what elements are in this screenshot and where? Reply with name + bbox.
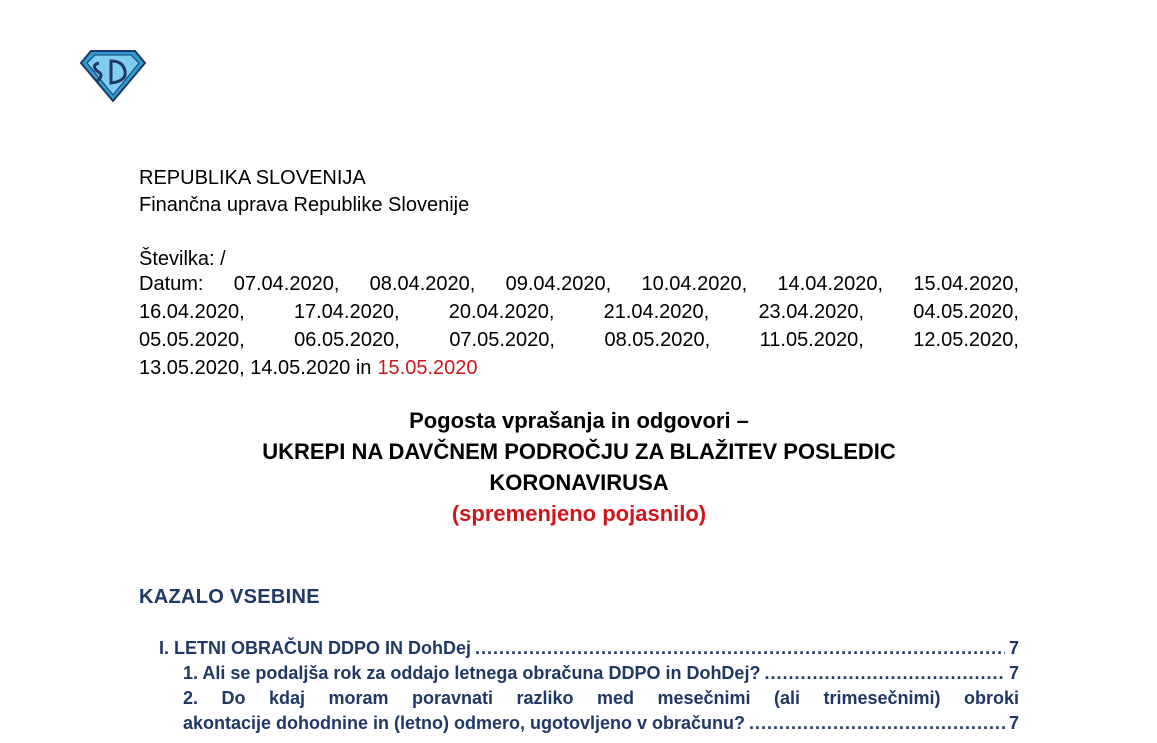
logo-icon (77, 45, 149, 105)
latest-date: 15.05.2020 (377, 357, 478, 379)
date: 04.05.2020, (913, 301, 1019, 323)
date: 05.05.2020, (139, 329, 245, 351)
datum-line-4 (139, 354, 1019, 382)
toc-item-label: 1. Ali se podaljša rok za oddajo letnega obračuna DDPO in DohDej? (183, 663, 761, 683)
toc-item-section-1[interactable] (139, 636, 1019, 661)
document-title (139, 405, 1019, 529)
word: razliko (516, 688, 574, 708)
date: 17.04.2020, (293, 301, 400, 323)
date: 20.04.2020, (448, 301, 555, 323)
title-line-1: Pogosta vprašanja in odgovori – (409, 408, 749, 433)
toc-item-label: I. LETNI OBRAČUN DDPO IN DohDej (159, 638, 472, 658)
header-line-fu: Finančna uprava Republike Slovenije (139, 194, 470, 216)
word: med (596, 688, 634, 708)
toc-item-page: 7 (1008, 713, 1019, 733)
toc-item-label: akontacije dohodnine in (letno) odmero, ugotovljeno v obračunu? (183, 713, 746, 733)
header-line-republika: REPUBLIKA SLOVENIJA (139, 167, 366, 189)
toc-leader-dots (749, 711, 1005, 736)
toc-heading: KAZALO VSEBINE (139, 586, 320, 608)
date: 21.04.2020, (603, 301, 710, 323)
toc-item-label-line-2 (183, 711, 1019, 736)
word: Do (221, 688, 246, 708)
toc-item-question-2[interactable] (139, 686, 1019, 736)
stevilka-line: Številka: / (139, 248, 226, 270)
datum-label: Datum: (139, 273, 204, 295)
toc-item-page: 7 (1008, 663, 1019, 683)
date: 14.04.2020, (777, 273, 884, 295)
datum-line-1 (139, 270, 1019, 298)
date: 12.05.2020, (913, 329, 1019, 351)
title-line-2: UKREPI NA DAVČNEM PODROČJU ZA BLAŽITEV POSLEDIC (262, 439, 896, 464)
word: poravnati (411, 688, 493, 708)
word: trimesečnimi) (823, 688, 941, 708)
date-text: 13.05.2020, 14.05.2020 in (139, 357, 372, 379)
title-subtitle: (spremenjeno pojasnilo) (451, 501, 707, 526)
word: 2. (183, 688, 199, 708)
word: (ali (773, 688, 800, 708)
datum-line-3 (139, 326, 1019, 354)
word: mesečnimi (657, 688, 751, 708)
word: moram (328, 688, 389, 708)
date: 07.04.2020, (233, 273, 340, 295)
date: 06.05.2020, (294, 329, 400, 351)
date: 08.05.2020, (604, 329, 711, 351)
toc-leader-dots (764, 661, 1005, 686)
word: obroki (963, 688, 1019, 708)
date: 09.04.2020, (505, 273, 612, 295)
date: 11.05.2020, (759, 329, 864, 351)
toc-leader-dots (475, 636, 1005, 661)
datum-line-2 (139, 298, 1019, 326)
date: 16.04.2020, (139, 301, 245, 323)
date: 23.04.2020, (758, 301, 865, 323)
toc-item-label-line-1 (183, 686, 1019, 711)
date: 10.04.2020, (641, 273, 748, 295)
date: 08.04.2020, (369, 273, 476, 295)
datum-block (139, 270, 1019, 382)
toc-item-page: 7 (1008, 638, 1019, 658)
date: 07.05.2020, (449, 329, 555, 351)
header-block (139, 165, 1019, 273)
title-line-3: KORONAVIRUSA (489, 470, 669, 495)
toc-item-question-1[interactable] (139, 661, 1019, 686)
date: 15.04.2020, (913, 273, 1019, 295)
word: kdaj (268, 688, 305, 708)
table-of-contents (139, 636, 1019, 736)
